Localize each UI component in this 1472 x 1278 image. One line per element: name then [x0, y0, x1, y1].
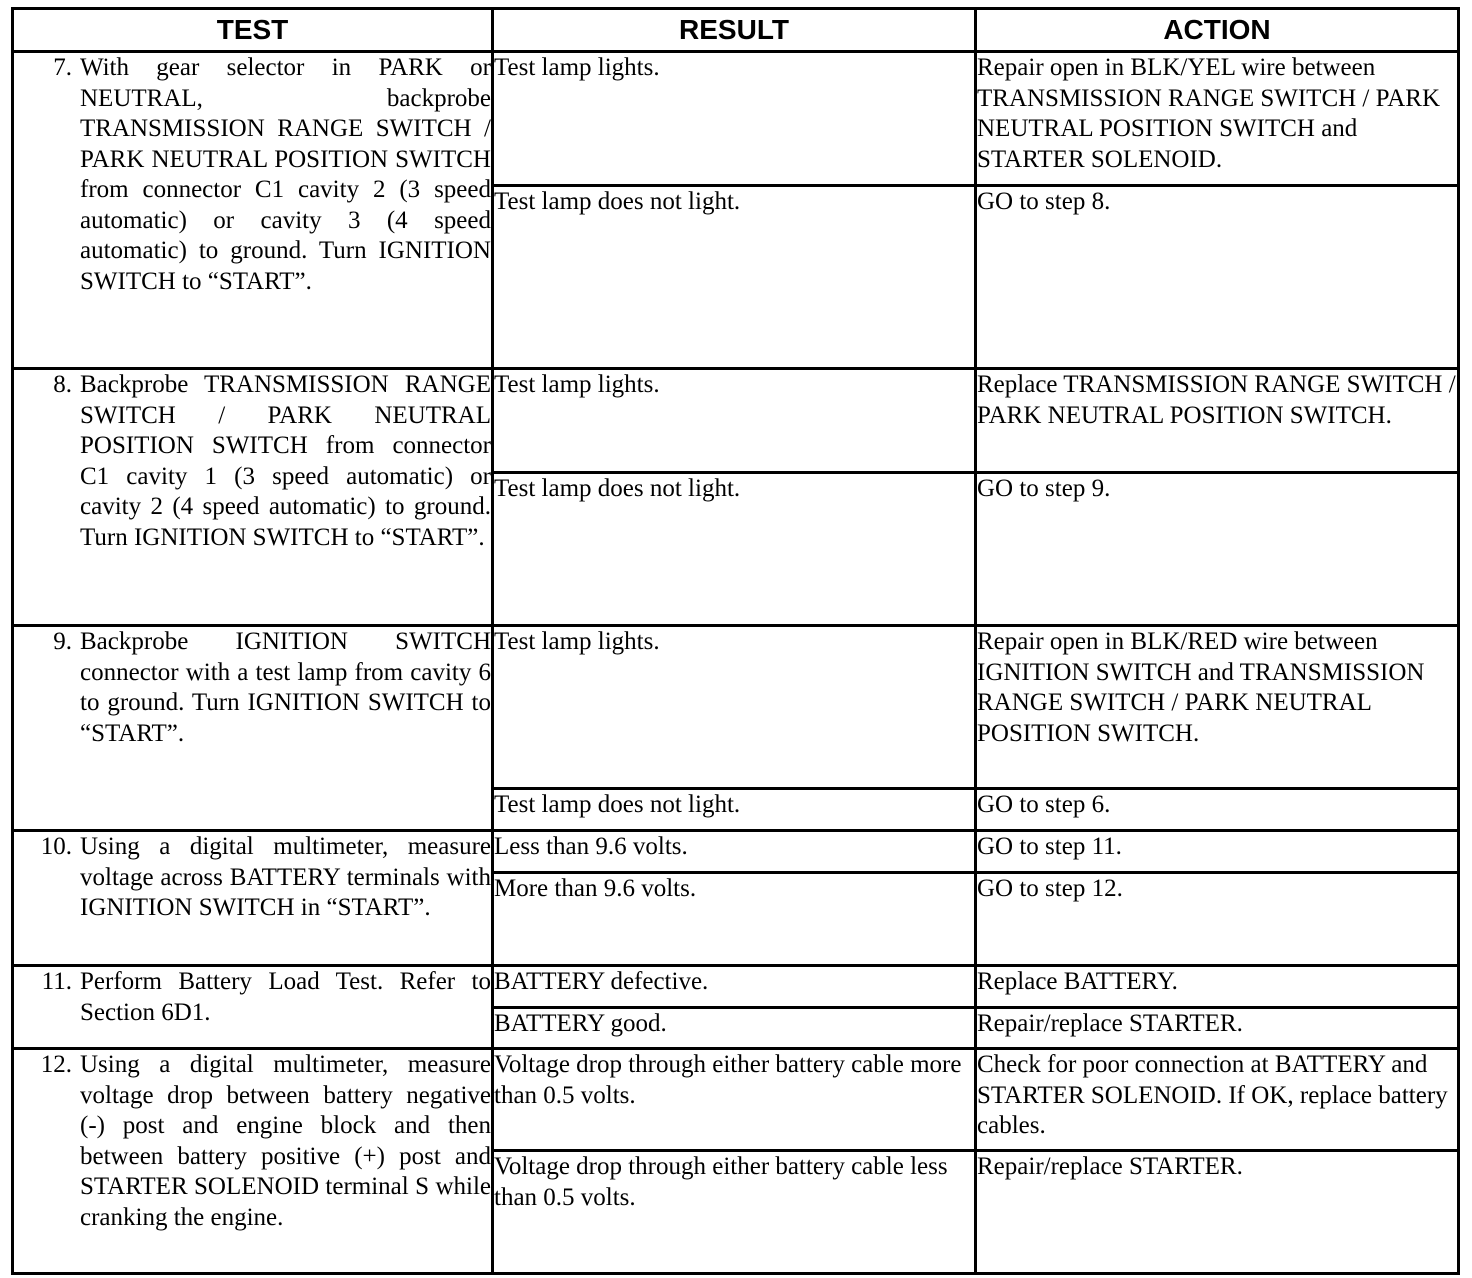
table-row — [13, 831, 1459, 873]
header-test: TEST — [13, 9, 493, 52]
action-cell: GO to step 6. — [976, 789, 1459, 831]
table-row — [13, 1049, 1459, 1151]
step-number: 10. — [40, 833, 72, 860]
test-text: Using a digital multimeter, measure voltage across BATTERY terminals with IGNITION SWITCH in “START”. — [80, 833, 491, 921]
result-cell: Test lamp lights. — [493, 52, 976, 186]
result-cell: Test lamp does not light. — [493, 473, 976, 626]
action-cell: Replace TRANSMISSION RANGE SWITCH / PARK NEUTRAL POSITION SWITCH. — [976, 369, 1459, 473]
test-cell-step-7 — [13, 52, 493, 369]
header-row — [13, 9, 1459, 52]
result-cell: BATTERY good. — [493, 1008, 976, 1049]
action-cell: Repair open in BLK/YEL wire between TRANSMISSION RANGE SWITCH / PARK NEUTRAL POSITION SWITCH and STARTER SOLENOID. — [976, 52, 1459, 186]
result-cell: Voltage drop through either battery cable more than 0.5 volts. — [493, 1049, 976, 1151]
result-cell: Test lamp does not light. — [493, 186, 976, 369]
step-number: 12. — [40, 1051, 72, 1078]
step-number: 9. — [53, 628, 72, 655]
action-cell: GO to step 11. — [976, 831, 1459, 873]
test-text: Backprobe IGNITION SWITCH connector with a test lamp from cavity 6 to ground. Turn IGNITION SWITCH to “START”. — [80, 628, 491, 747]
test-cell-step-9 — [13, 626, 493, 831]
step-number: 8. — [53, 371, 72, 398]
table-row — [13, 369, 1459, 473]
test-text: Backprobe TRANSMISSION RANGE SWITCH / PARK NEUTRAL POSITION SWITCH from connector C1 cavity 1 (3 speed automatic) or cavity 2 (4 speed automatic) to ground. Turn IGNITION SWITCH to “START”. — [80, 371, 491, 551]
action-cell: Check for poor connection at BATTERY and STARTER SOLENOID. If OK, replace battery cables. — [976, 1049, 1459, 1151]
action-cell: GO to step 12. — [976, 873, 1459, 966]
header-action: ACTION — [976, 9, 1459, 52]
result-cell: Test lamp lights. — [493, 369, 976, 473]
step-number: 11. — [41, 968, 72, 995]
result-cell: More than 9.6 volts. — [493, 873, 976, 966]
table-row — [13, 52, 1459, 186]
action-cell: GO to step 9. — [976, 473, 1459, 626]
result-cell: Voltage drop through either battery cable less than 0.5 volts. — [493, 1151, 976, 1274]
test-text: With gear selector in PARK or NEUTRAL, backprobe TRANSMISSION RANGE SWITCH / PARK NEUTRAL POSITION SWITCH from connector C1 cavity 2 (3 speed automatic) or cavity 3 (4 speed automatic) to ground. Turn IGNITION SWITCH to “START”. — [80, 54, 491, 295]
test-cell-step-10 — [13, 831, 493, 966]
table-row — [13, 966, 1459, 1008]
action-cell: Repair open in BLK/RED wire between IGNITION SWITCH and TRANSMISSION RANGE SWITCH / PARK NEUTRAL POSITION SWITCH. — [976, 626, 1459, 789]
header-result: RESULT — [493, 9, 976, 52]
step-number: 7. — [53, 54, 72, 81]
test-text: Perform Battery Load Test. Refer to Section 6D1. — [80, 968, 491, 1026]
action-cell: Replace BATTERY. — [976, 966, 1459, 1008]
action-cell: Repair/replace STARTER. — [976, 1008, 1459, 1049]
test-cell-step-12 — [13, 1049, 493, 1274]
test-cell-step-11 — [13, 966, 493, 1049]
result-cell: Less than 9.6 volts. — [493, 831, 976, 873]
test-text: Using a digital multimeter, measure voltage drop between battery negative (-) post and engine block and then between battery positive (+) post and STARTER SOLENOID terminal S while cranking the engine. — [80, 1051, 491, 1231]
result-cell: Test lamp does not light. — [493, 789, 976, 831]
action-cell: GO to step 8. — [976, 186, 1459, 369]
action-cell: Repair/replace STARTER. — [976, 1151, 1459, 1274]
result-cell: Test lamp lights. — [493, 626, 976, 789]
test-cell-step-8 — [13, 369, 493, 626]
result-cell: BATTERY defective. — [493, 966, 976, 1008]
diagnostic-table — [11, 7, 1460, 1275]
table-row — [13, 626, 1459, 789]
